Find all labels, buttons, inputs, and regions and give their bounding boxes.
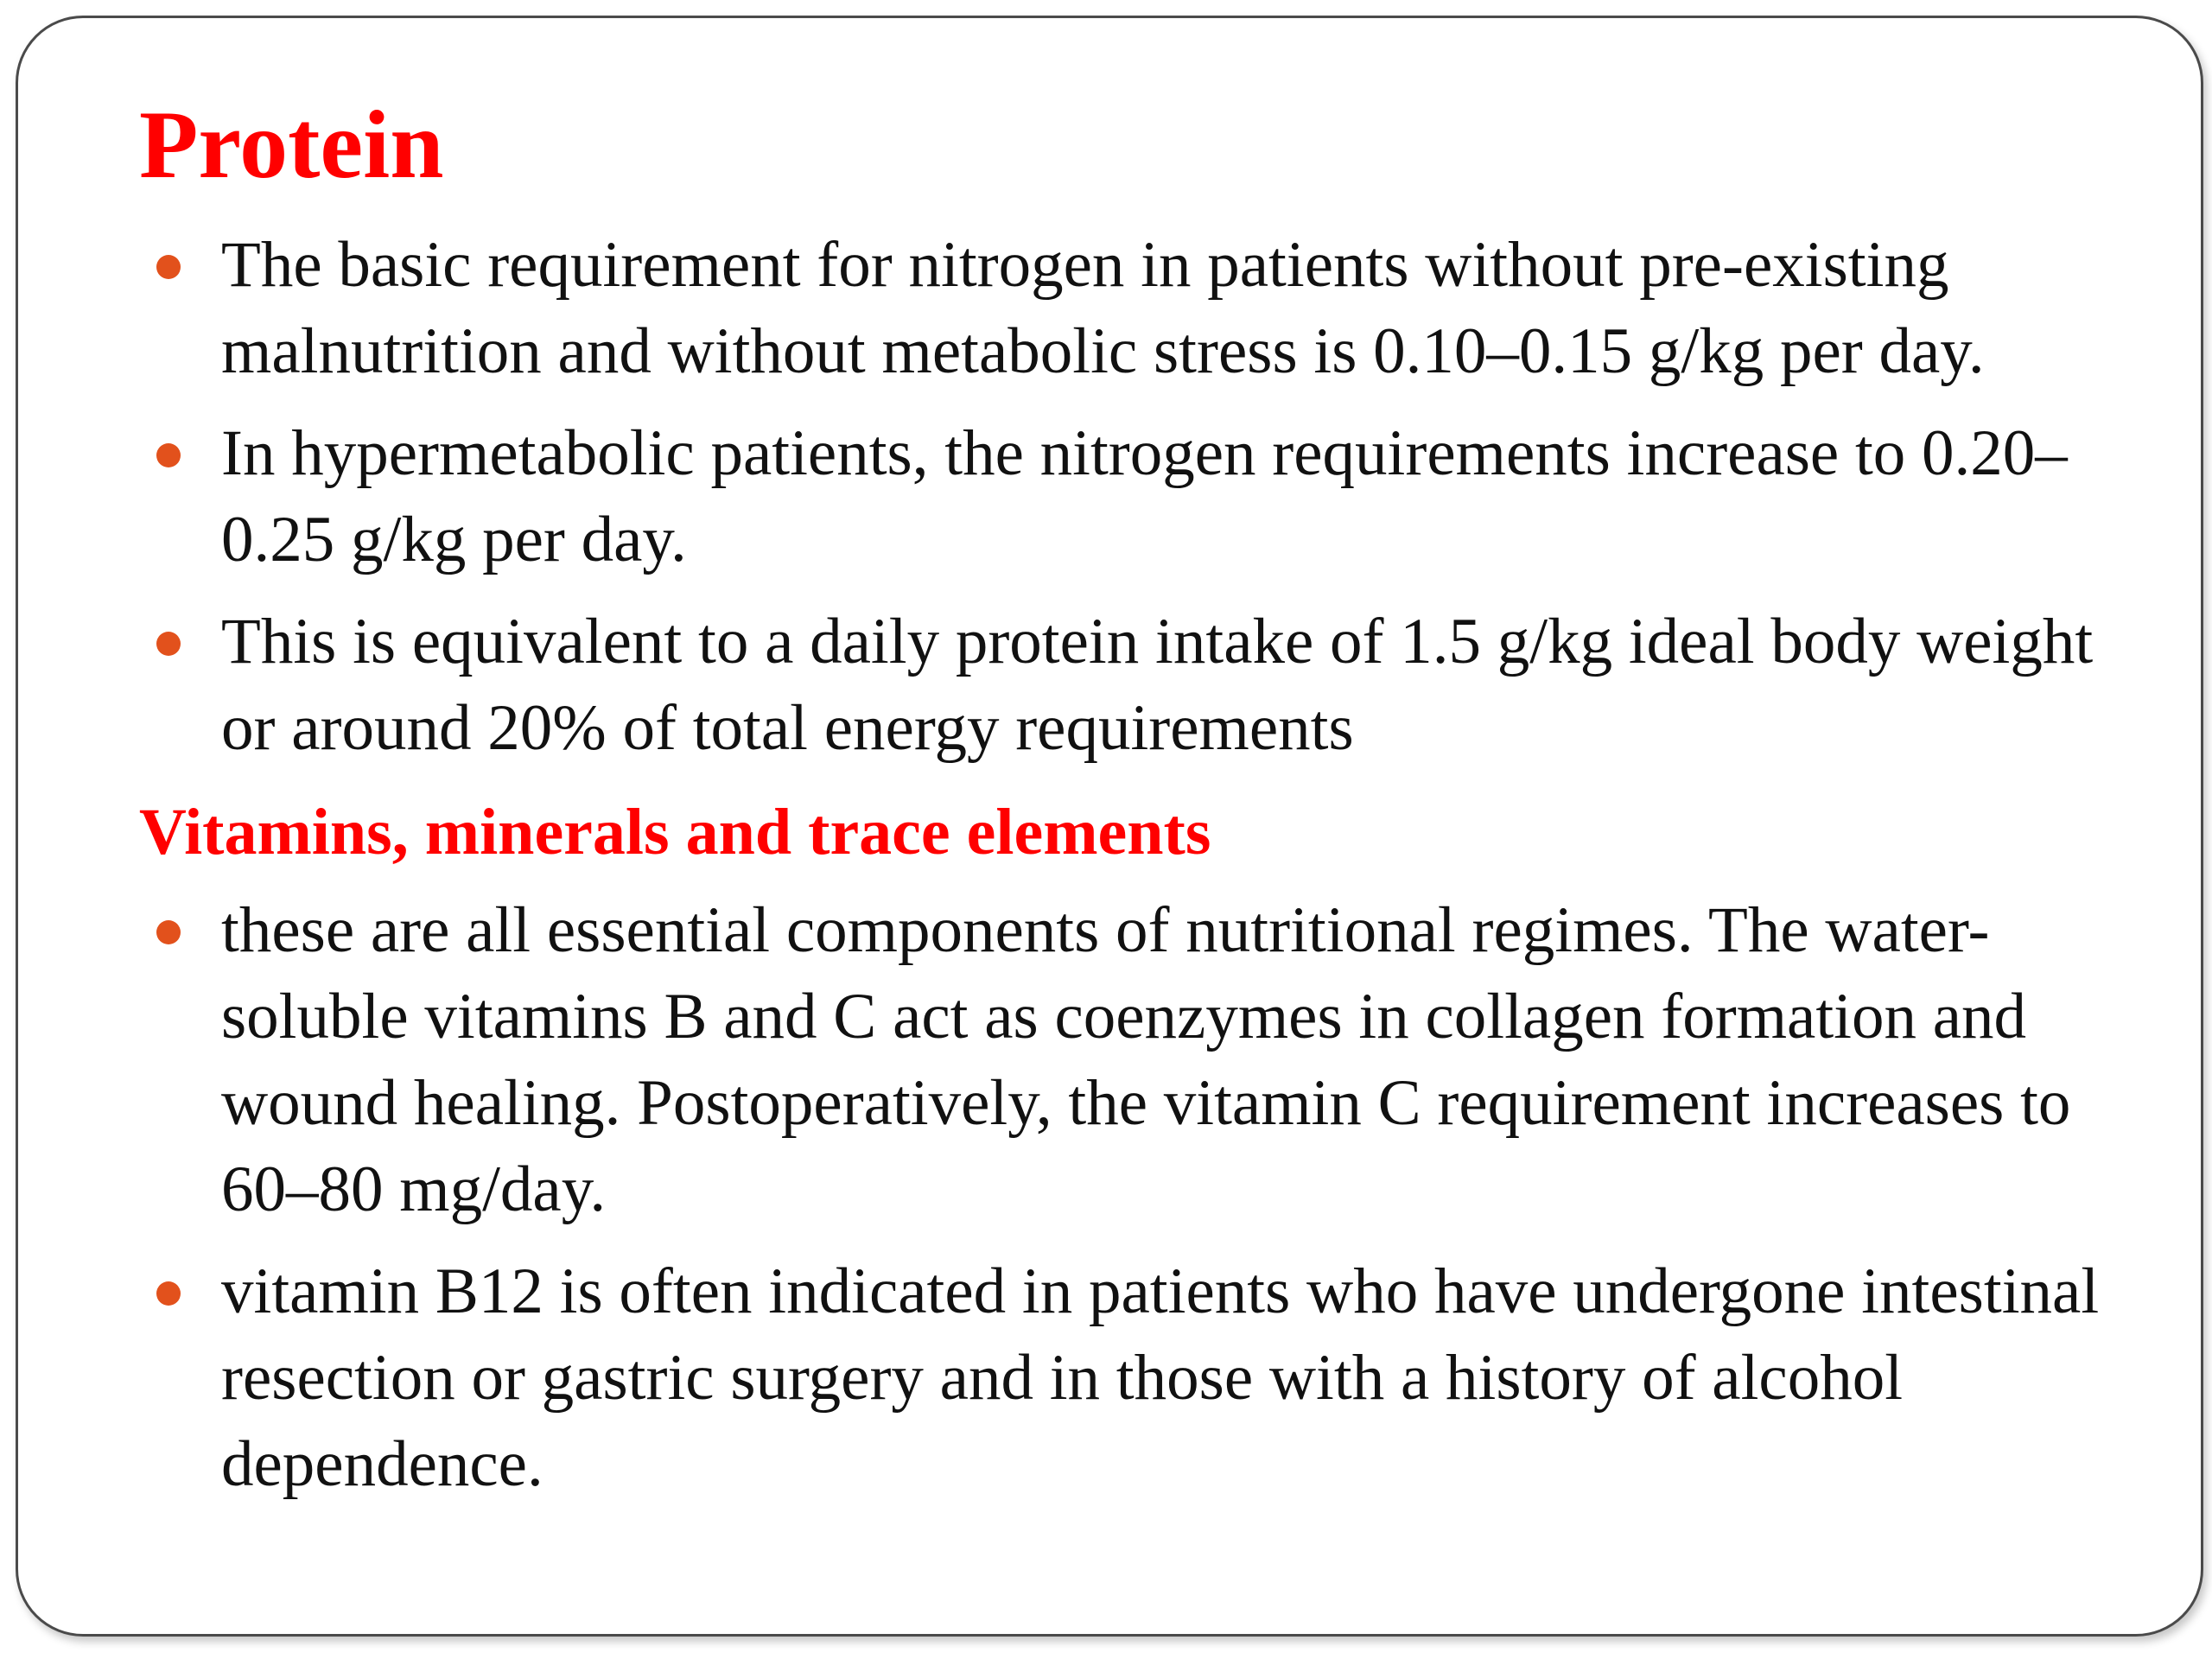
bullet-text: these are all essential components of nutritional regimes. The water-soluble vitamins B and C act as coenzymes in collagen formation and wound healing. Postoperatively, the vitamin C requirement increases to 60–80 mg/day. bbox=[221, 894, 2071, 1225]
bullet-dot-icon bbox=[156, 1281, 181, 1306]
protein-bullet-list bbox=[139, 222, 2126, 772]
bullet-dot-icon bbox=[156, 443, 181, 467]
bullet-text: This is equivalent to a daily protein intake of 1.5 g/kg ideal body weight or around 20% of total energy requirements bbox=[221, 606, 2094, 764]
section-heading-vitamins: Vitamins, minerals and trace elements bbox=[139, 796, 1211, 868]
list-item bbox=[139, 222, 2126, 395]
list-item bbox=[139, 410, 2126, 583]
vitamins-bullet-list bbox=[139, 887, 2126, 1508]
list-item bbox=[139, 599, 2126, 772]
bullet-dot-icon bbox=[156, 255, 181, 279]
bullet-text: vitamin B12 is often indicated in patients who have undergone intestinal resection or gastric surgery and in those with a history of alcohol dependence. bbox=[221, 1255, 2100, 1500]
list-item bbox=[139, 887, 2126, 1233]
slide-content bbox=[139, 80, 2126, 1523]
bullet-dot-icon bbox=[156, 632, 181, 656]
bullet-text: The basic requirement for nitrogen in patients without pre-existing malnutrition and without metabolic stress is 0.10–0.15 g/kg per day. bbox=[221, 229, 1985, 387]
bullet-text: In hypermetabolic patients, the nitrogen requirements increase to 0.20–0.25 g/kg per day. bbox=[221, 417, 2068, 575]
list-item bbox=[139, 1249, 2126, 1508]
slide-frame bbox=[16, 16, 2203, 1637]
bullet-dot-icon bbox=[156, 920, 181, 944]
section-heading-protein: Protein bbox=[139, 92, 444, 199]
